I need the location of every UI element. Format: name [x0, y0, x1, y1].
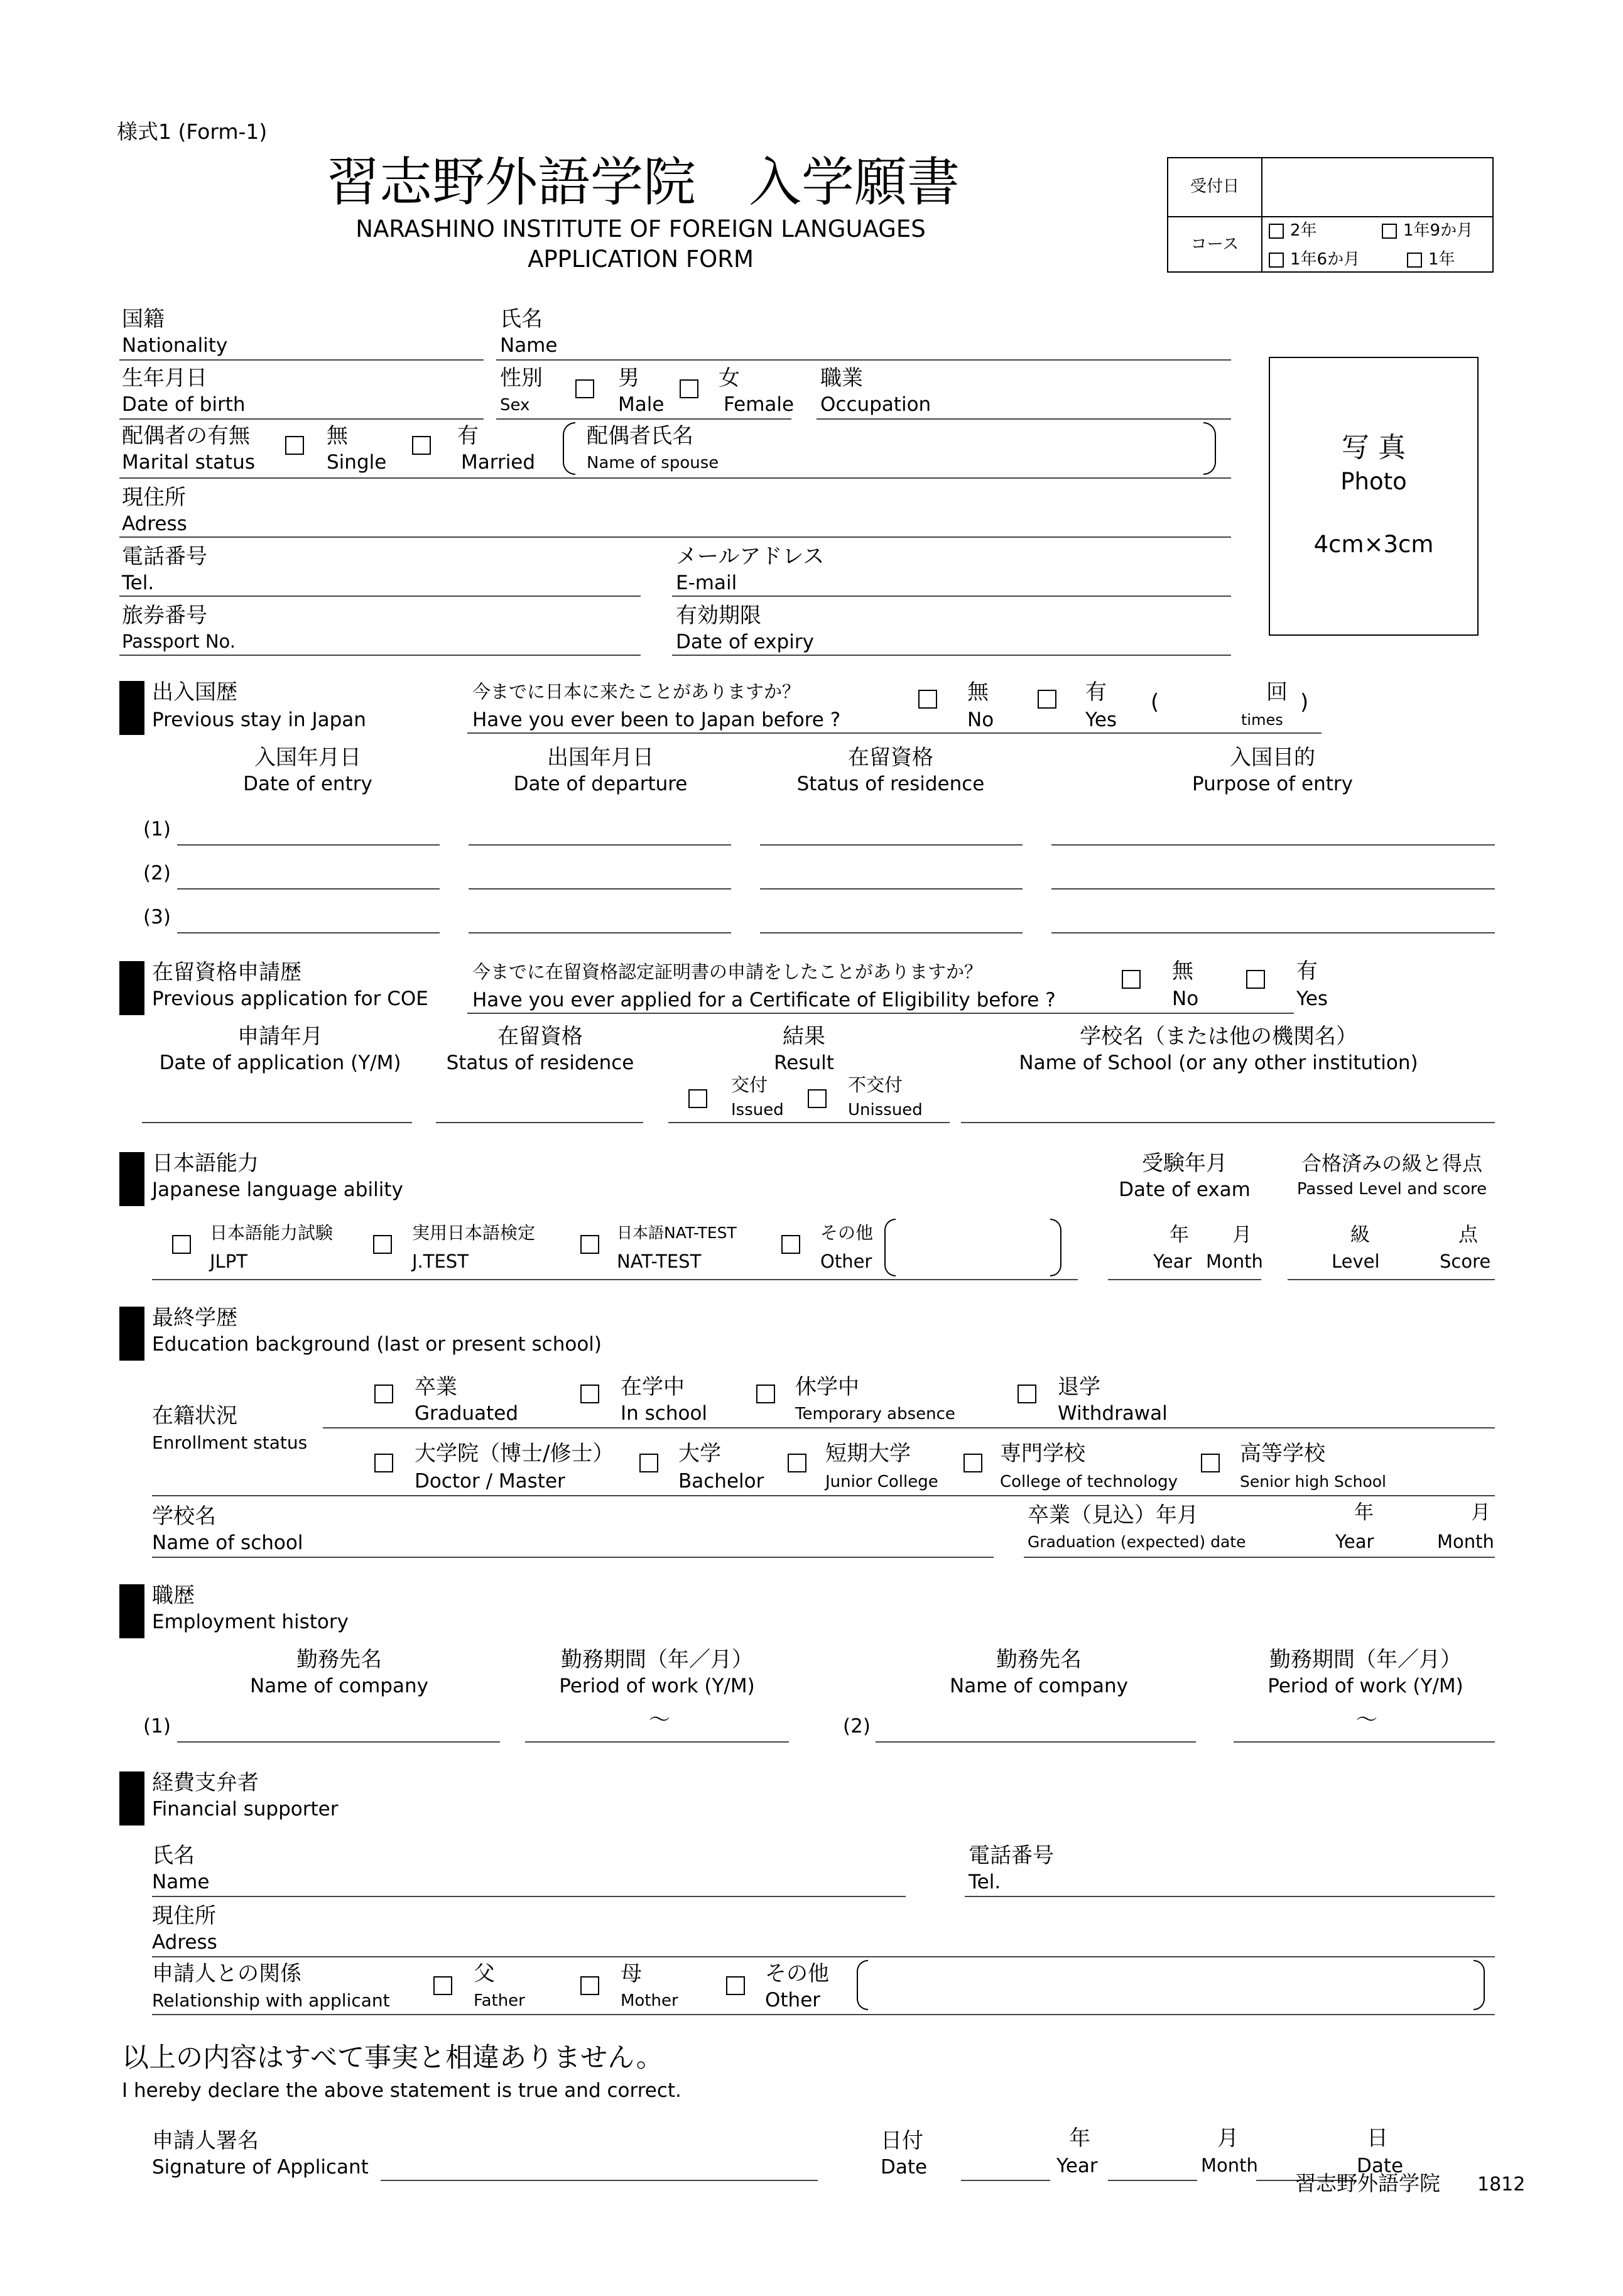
occupation-field[interactable] [817, 418, 1231, 420]
section-marker [119, 681, 144, 735]
month-field[interactable] [1108, 2180, 1197, 2181]
education-title: 最終学歴 [152, 1305, 237, 1330]
day-unit: 日 [1367, 2126, 1388, 2151]
marital-label-en: Marital status [122, 451, 255, 474]
expiry-label: 有効期限 [676, 603, 761, 628]
supporter-name-label: 氏名 [152, 1843, 195, 1868]
coe-yes-label-en: Yes [1296, 987, 1328, 1010]
name-label: 氏名 [500, 307, 543, 332]
stay-row1-status[interactable] [760, 844, 1023, 846]
employment-title: 職歴 [152, 1583, 195, 1608]
school-name-label: 学校名 [152, 1504, 216, 1529]
graduate-school-label-en: Doctor / Master [415, 1470, 565, 1493]
address-label-en: Adress [122, 513, 187, 535]
passed-level-label: 合格済みの級と得点 [1301, 1151, 1482, 1175]
graduate-school-label: 大学院（博士/修士） [415, 1441, 614, 1466]
period-tilde: ～ [1356, 1707, 1377, 1733]
graduated-label-en: Graduated [415, 1402, 518, 1425]
other-test-field[interactable] [897, 1219, 1049, 1274]
col-coe-status-en: Status of residence [446, 1052, 634, 1074]
col-purpose: 入国目的 [1230, 745, 1315, 770]
relation-label-en: Relationship with applicant [152, 1990, 390, 2011]
male-label-en: Male [618, 393, 665, 416]
nationality-field[interactable] [119, 359, 484, 361]
enrollment-status-line [323, 1427, 1495, 1428]
coe-result-line [668, 1122, 950, 1123]
period-tilde: ～ [649, 1707, 670, 1733]
japanese-title: 日本語能力 [152, 1151, 259, 1176]
title-english-line1: NARASHINO INSTITUTE OF FOREIGN LANGUAGES [356, 215, 926, 242]
unissued-label-en: Unissued [848, 1101, 923, 1119]
education-title-en: Education background (last or present school) [152, 1333, 602, 1356]
relation-label: 申請人との関係 [152, 1961, 301, 1986]
nattest-checkbox[interactable] [580, 1235, 599, 1254]
stay-yes-label: 有 [1085, 680, 1107, 705]
col-school-name: 学校名（または他の機関名） [1080, 1024, 1357, 1049]
email-field[interactable] [672, 596, 1231, 597]
university-label-en: Bachelor [678, 1470, 764, 1493]
year-field[interactable] [961, 2180, 1050, 2181]
employment-1-period[interactable] [525, 1741, 789, 1743]
employment-2-company[interactable] [876, 1741, 1196, 1743]
date-label-en: Date [881, 2156, 928, 2179]
married-checkbox[interactable] [412, 436, 431, 455]
email-label: メールアドレス [676, 544, 825, 569]
company-col-2: 勤務先名 [996, 1647, 1082, 1672]
sex-label: 性別 [500, 366, 543, 391]
graduation-year-unit-en: Year [1335, 1531, 1374, 1552]
address-label: 現住所 [122, 485, 186, 510]
declaration-text-en: I hereby declare the above statement is true and correct. [122, 2079, 681, 2102]
enrollment-label-en: Enrollment status [152, 1432, 308, 1453]
technical-college-label: 専門学校 [1000, 1441, 1085, 1466]
times-label-en: times [1241, 711, 1283, 729]
issued-checkbox[interactable] [688, 1089, 707, 1108]
row-number: (2) [843, 1715, 871, 1738]
times-paren-open: ( [1151, 690, 1159, 715]
email-label-en: E-mail [676, 572, 737, 594]
in-school-checkbox[interactable] [580, 1385, 599, 1403]
section-marker [119, 1307, 144, 1361]
stay-question-en: Have you ever been to Japan before ? [472, 709, 841, 731]
checkbox[interactable] [1407, 253, 1422, 268]
enrollment-label: 在籍状況 [152, 1403, 237, 1428]
sex-field-line [496, 418, 791, 420]
times-paren-close: ) [1300, 690, 1309, 715]
spouse-label-en: Name of spouse [587, 454, 719, 472]
employment-title-en: Employment history [152, 1611, 349, 1633]
office-box-divider-h [1168, 216, 1492, 217]
footer-school-name: 習志野外語学院 [1295, 2171, 1440, 2195]
tel-label: 電話番号 [122, 544, 207, 569]
unissued-label: 不交付 [848, 1074, 903, 1096]
university-checkbox[interactable] [639, 1454, 658, 1472]
occupation-label: 職業 [820, 366, 863, 391]
row-number: (1) [143, 818, 171, 841]
year-unit-en: Year [1056, 2155, 1098, 2177]
withdrawal-label-en: Withdrawal [1058, 1402, 1168, 1425]
stay-no-checkbox[interactable] [918, 690, 937, 709]
married-label: 有 [457, 423, 479, 449]
technical-college-checkbox[interactable] [963, 1454, 982, 1472]
row-number: (3) [143, 906, 171, 928]
photo-size: 4cm×3cm [1313, 531, 1434, 558]
passport-label: 旅券番号 [122, 603, 207, 628]
company-col-1-en: Name of company [250, 1675, 428, 1697]
temporary-absence-label-en: Temporary absence [795, 1405, 955, 1423]
graduated-checkbox[interactable] [374, 1385, 393, 1403]
day-unit-en: Date [1357, 2155, 1404, 2177]
high-school-checkbox[interactable] [1201, 1454, 1220, 1472]
junior-college-label-en: Junior College [825, 1472, 938, 1491]
nationality-label: 国籍 [122, 307, 165, 332]
row-number: (2) [143, 862, 171, 884]
withdrawal-label: 退学 [1058, 1374, 1100, 1400]
stay-row3-entry[interactable] [177, 932, 440, 933]
tel-field[interactable] [119, 596, 641, 597]
expiry-field[interactable] [672, 655, 1231, 656]
coe-question-line [467, 1013, 1294, 1014]
single-label: 無 [327, 423, 348, 449]
col-school-name-en: Name of School (or any other institution) [1019, 1052, 1418, 1074]
father-label-en: Father [474, 1991, 525, 2010]
stay-title-en: Previous stay in Japan [152, 709, 366, 731]
graduation-date-label-en: Graduation (expected) date [1028, 1533, 1246, 1551]
coe-title-en: Previous application for COE [152, 987, 428, 1010]
married-label-en: Married [461, 451, 536, 474]
footer-code: 1812 [1477, 2174, 1526, 2195]
other-relation-label-en: Other [765, 1989, 821, 2011]
coe-no-checkbox[interactable] [1122, 970, 1141, 989]
graduation-year-unit: 年 [1354, 1501, 1374, 1524]
supporter-title-en: Financial supporter [152, 1798, 339, 1820]
spouse-name-field[interactable] [722, 422, 1200, 472]
coe-application-date-field[interactable] [142, 1122, 412, 1123]
university-label: 大学 [678, 1441, 721, 1466]
withdrawal-checkbox[interactable] [1018, 1385, 1036, 1403]
col-status-en: Status of residence [796, 773, 985, 795]
passport-field[interactable] [119, 655, 641, 656]
stay-row1-departure[interactable] [469, 844, 731, 846]
coe-question: 今までに在留資格認定証明書の申請をしたことがありますか？ [472, 961, 983, 982]
declaration-text: 以上の内容はすべて事実と相違ありません。 [122, 2042, 663, 2074]
supporter-address-field[interactable] [152, 1956, 1495, 1957]
female-label: 女 [719, 366, 740, 391]
school-type-line [152, 1495, 1495, 1496]
col-departure-date-en: Date of departure [513, 773, 688, 795]
col-entry-date: 入国年月日 [254, 745, 361, 770]
dob-field[interactable] [119, 418, 484, 420]
checkbox[interactable] [1269, 224, 1284, 239]
supporter-address-label-en: Adress [152, 1931, 217, 1954]
exam-month-unit: 月 [1232, 1224, 1252, 1246]
other-test-bracket-right [1050, 1219, 1061, 1276]
jlpt-label-en: JLPT [210, 1251, 247, 1272]
temporary-absence-label: 休学中 [795, 1374, 859, 1400]
exam-date-label-en: Date of exam [1119, 1178, 1251, 1201]
junior-college-label: 短期大学 [825, 1441, 911, 1466]
graduated-label: 卒業 [415, 1374, 457, 1400]
male-checkbox[interactable] [575, 379, 594, 398]
stay-question: 今までに日本に来たことがありますか？ [472, 681, 801, 702]
name-field[interactable] [496, 359, 1231, 361]
other-test-checkbox[interactable] [781, 1235, 800, 1254]
stay-no-label-en: No [967, 709, 994, 731]
period-col-1: 勤務期間（年／月） [561, 1647, 753, 1672]
other-relation-field[interactable] [869, 1960, 1472, 2008]
relation-line [152, 2014, 1495, 2015]
section-marker [119, 961, 144, 1015]
nattest-label-en: NAT-TEST [617, 1251, 702, 1272]
stay-row3-purpose[interactable] [1051, 932, 1495, 933]
supporter-tel-field[interactable] [965, 1896, 1495, 1897]
photo-box[interactable] [1269, 357, 1479, 636]
date-label: 日付 [881, 2128, 923, 2153]
stay-row2-entry[interactable] [177, 888, 440, 890]
stay-row2-status[interactable] [760, 888, 1023, 890]
other-test-bracket-left [884, 1219, 896, 1276]
father-checkbox[interactable] [433, 1976, 452, 1995]
stay-row1-entry[interactable] [177, 844, 440, 846]
title-english-line2: APPLICATION FORM [528, 246, 754, 273]
stay-row1-purpose[interactable] [1051, 844, 1495, 846]
spouse-bracket-right [1203, 422, 1216, 475]
graduation-month-unit: 月 [1471, 1501, 1490, 1524]
single-label-en: Single [327, 451, 387, 474]
exam-year-unit-en: Year [1153, 1251, 1192, 1272]
passport-label-en: Passport No. [122, 631, 236, 652]
page-title: 習志野外語学院 入学願書 [327, 151, 960, 213]
in-school-label-en: In school [621, 1402, 708, 1425]
dob-label: 生年月日 [122, 366, 207, 391]
coe-school-field[interactable] [961, 1122, 1495, 1123]
issued-label: 交付 [731, 1074, 768, 1096]
supporter-name-field[interactable] [152, 1896, 906, 1897]
checkbox[interactable] [1382, 224, 1397, 239]
other-relation-label: その他 [765, 1961, 829, 1986]
times-label: 回 [1266, 680, 1288, 705]
high-school-label-en: Senior high School [1240, 1472, 1387, 1491]
month-unit: 月 [1217, 2126, 1239, 2151]
supporter-tel-label-en: Tel. [969, 1871, 1001, 1893]
mother-label-en: Mother [621, 1991, 678, 2010]
employment-2-period[interactable] [1234, 1741, 1495, 1743]
coe-no-label-en: No [1172, 987, 1199, 1010]
high-school-label: 高等学校 [1240, 1441, 1325, 1466]
photo-label-en: Photo [1340, 468, 1407, 495]
other-test-label-en: Other [820, 1251, 872, 1272]
col-departure-date: 出国年月日 [547, 745, 654, 770]
checkbox[interactable] [1269, 253, 1284, 268]
section-marker [119, 1152, 144, 1206]
stay-title: 出入国歴 [152, 680, 237, 705]
technical-college-label-en: College of technology [1000, 1472, 1178, 1491]
nattest-label: 日本語NAT-TEST [617, 1224, 737, 1242]
spouse-bracket-left [563, 422, 575, 475]
spouse-label: 配偶者氏名 [587, 423, 693, 449]
dob-label-en: Date of birth [122, 393, 246, 416]
exam-date-label: 受験年月 [1142, 1151, 1227, 1176]
photo-label: 写 真 [1342, 432, 1406, 464]
supporter-tel-label: 電話番号 [969, 1843, 1054, 1868]
col-result-en: Result [774, 1052, 834, 1074]
section-marker [119, 1584, 144, 1638]
coe-no-label: 無 [1172, 959, 1193, 984]
coe-status-field[interactable] [436, 1122, 643, 1123]
graduation-month-unit-en: Month [1437, 1531, 1494, 1552]
office-use-box: 受付日 コース 2年 1年9か月 1年6か月 1年 [1167, 157, 1494, 273]
col-purpose-en: Purpose of entry [1192, 773, 1353, 795]
col-result: 結果 [783, 1024, 825, 1049]
relation-bracket-left [857, 1960, 868, 2010]
coe-question-en: Have you ever applied for a Certificate of Eligibility before ? [472, 989, 1056, 1011]
stay-row3-status[interactable] [760, 932, 1023, 933]
expiry-label-en: Date of expiry [676, 631, 814, 653]
stay-yes-checkbox[interactable] [1038, 690, 1056, 709]
address-field[interactable] [119, 536, 1231, 538]
exam-date-field[interactable] [1108, 1279, 1261, 1280]
exam-month-unit-en: Month [1206, 1251, 1263, 1272]
other-test-label: その他 [820, 1222, 874, 1243]
mother-label: 母 [621, 1961, 642, 1986]
father-label: 父 [474, 1961, 495, 1986]
col-application-date: 申請年月 [237, 1024, 323, 1049]
jtest-label: 実用日本語検定 [412, 1222, 536, 1243]
occupation-label-en: Occupation [820, 393, 931, 416]
row-number: (1) [143, 1715, 171, 1738]
jlpt-checkbox[interactable] [172, 1235, 191, 1254]
supporter-address-label: 現住所 [152, 1903, 216, 1929]
tel-label-en: Tel. [122, 572, 155, 594]
female-checkbox[interactable] [680, 379, 698, 398]
passed-level-label-en: Passed Level and score [1296, 1180, 1487, 1199]
signature-label-en: Signature of Applicant [152, 2156, 369, 2179]
japanese-test-line [152, 1279, 1078, 1280]
period-col-2: 勤務期間（年／月） [1269, 1647, 1462, 1672]
mother-checkbox[interactable] [580, 1976, 599, 1995]
stay-no-label: 無 [967, 680, 989, 705]
sex-label-en: Sex [500, 396, 530, 415]
graduation-date-field[interactable] [1024, 1557, 1495, 1558]
in-school-label: 在学中 [621, 1374, 685, 1400]
relation-bracket-right [1474, 1960, 1485, 2010]
score-unit: 点 [1458, 1224, 1478, 1246]
jtest-checkbox[interactable] [373, 1235, 392, 1254]
coe-yes-label: 有 [1296, 959, 1318, 984]
male-label: 男 [618, 366, 639, 391]
stay-row2-departure[interactable] [469, 888, 731, 890]
received-date-label: 受付日 [1190, 177, 1239, 196]
col-application-date-en: Date of application (Y/M) [159, 1052, 401, 1074]
period-col-1-en: Period of work (Y/M) [559, 1675, 755, 1697]
exam-year-unit: 年 [1170, 1224, 1189, 1246]
company-col-2-en: Name of company [950, 1675, 1128, 1697]
level-unit: 級 [1350, 1224, 1370, 1246]
period-col-2-en: Period of work (Y/M) [1267, 1675, 1463, 1697]
jlpt-label: 日本語能力試験 [210, 1222, 334, 1243]
supporter-title: 経費支弁者 [152, 1770, 259, 1795]
school-name-label-en: Name of school [152, 1532, 303, 1554]
col-status: 在留資格 [848, 745, 933, 770]
form-number: 様式1 (Form-1) [117, 119, 268, 144]
single-checkbox[interactable] [285, 436, 304, 455]
issued-label-en: Issued [731, 1101, 784, 1119]
employment-1-company[interactable] [177, 1741, 500, 1743]
junior-college-checkbox[interactable] [788, 1454, 806, 1472]
office-box-divider-v [1261, 158, 1262, 271]
female-label-en: Female [724, 393, 795, 416]
other-relation-checkbox[interactable] [726, 1976, 745, 1995]
japanese-title-en: Japanese language ability [152, 1178, 403, 1201]
level-unit-en: Level [1332, 1251, 1380, 1272]
month-unit-en: Month [1201, 2155, 1258, 2176]
passed-level-field[interactable] [1288, 1279, 1495, 1280]
signature-field[interactable] [381, 2180, 818, 2181]
stay-question-line [467, 732, 1322, 734]
col-coe-status: 在留資格 [497, 1024, 583, 1049]
coe-title: 在留資格申請歴 [152, 960, 301, 985]
stay-yes-label-en: Yes [1085, 709, 1117, 731]
stay-row3-departure[interactable] [469, 932, 731, 933]
nationality-label-en: Nationality [122, 334, 228, 357]
unissued-checkbox[interactable] [808, 1089, 827, 1108]
school-name-field[interactable] [152, 1557, 994, 1558]
stay-row2-purpose[interactable] [1051, 888, 1495, 890]
year-unit: 年 [1069, 2126, 1090, 2151]
col-entry-date-en: Date of entry [243, 773, 372, 795]
graduate-school-checkbox[interactable] [374, 1454, 393, 1472]
marital-label: 配偶者の有無 [122, 423, 250, 449]
marital-field-line [119, 477, 1231, 479]
jtest-label-en: J.TEST [412, 1251, 469, 1272]
signature-label: 申請人署名 [152, 2128, 259, 2153]
temporary-absence-checkbox[interactable] [756, 1385, 775, 1403]
course-label: コース [1190, 235, 1239, 254]
section-marker [119, 1771, 144, 1825]
company-col-1: 勤務先名 [296, 1647, 382, 1672]
coe-yes-checkbox[interactable] [1246, 970, 1265, 989]
graduation-date-label: 卒業（見込）年月 [1028, 1503, 1198, 1528]
supporter-name-label-en: Name [152, 1871, 210, 1893]
name-label-en: Name [500, 334, 558, 357]
score-unit-en: Score [1440, 1251, 1491, 1272]
